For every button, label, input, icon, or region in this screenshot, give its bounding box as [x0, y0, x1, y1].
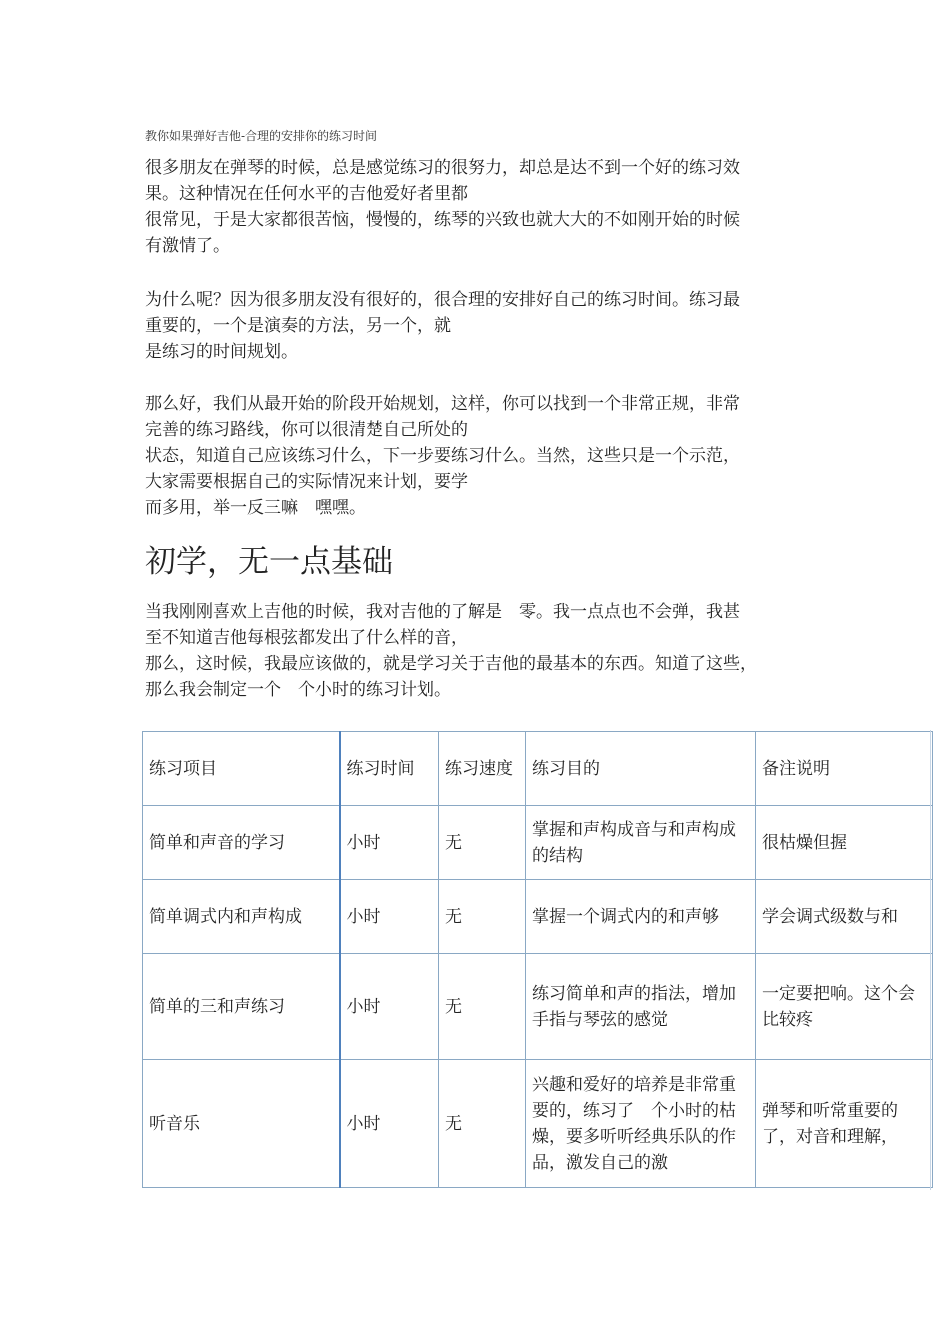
cell-time: 小时: [340, 880, 439, 954]
cell-purpose: 掌握一个调式内的和声够: [526, 880, 756, 954]
text-line: 完善的练习路线，你可以很清楚自己所处的: [145, 420, 468, 440]
text-line: 那么我会制定一个 个小时的练习计划。: [145, 680, 451, 700]
cell-speed: 无: [439, 880, 526, 954]
header-cell: 练习时间: [340, 732, 439, 806]
table-row: [143, 1060, 933, 1188]
text-line: 那么，这时候，我最应该做的，就是学习关于吉他的最基本的东西。知道了这些，: [145, 654, 757, 674]
cell-note: 学会调式级数与和: [756, 880, 933, 954]
table-header-row: [143, 732, 933, 806]
paragraph-why: [145, 287, 825, 365]
header-cell: 练习目的: [526, 732, 756, 806]
text-line: 为什么呢？因为很多朋友没有很好的，很合理的安排好自己的练习时间。练习最: [145, 290, 740, 310]
cell-speed: 无: [439, 806, 526, 880]
document-title: 教你如果弹好吉他-合理的安排你的练习时间: [145, 129, 378, 143]
text-line: 重要的，一个是演奏的方法，另一个，就: [145, 316, 451, 336]
paragraph-plan: [145, 391, 825, 521]
text-line: 状态，知道自己应该练习什么，下一步要练习什么。当然，这些只是一个示范，: [145, 446, 740, 466]
page-edge-rule: [930, 730, 931, 1190]
cell-time: 小时: [340, 954, 439, 1060]
text-line: 果。这种情况在任何水平的吉他爱好者里都: [145, 184, 468, 204]
text-line: 至不知道吉他每根弦都发出了什么样的音，: [145, 628, 468, 648]
text-line: 是练习的时间规划。: [145, 342, 298, 362]
cell-purpose: 掌握和声构成音与和声构成的结构: [526, 806, 756, 880]
paragraph-intro: [145, 155, 825, 259]
practice-table-container: [142, 731, 915, 1189]
header-cell: 练习项目: [143, 732, 340, 806]
text-line: 大家需要根据自己的实际情况来计划，要学: [145, 472, 468, 492]
table-row: [143, 954, 933, 1060]
text-line: 很常见，于是大家都很苦恼，慢慢的，练琴的兴致也就大大的不如刚开始的时候: [145, 210, 740, 230]
cell-item: 简单的三和声练习: [143, 954, 340, 1060]
text-line: 很多朋友在弹琴的时候，总是感觉练习的很努力，却总是达不到一个好的练习效: [145, 158, 740, 178]
cell-speed: 无: [439, 954, 526, 1060]
table-row: [143, 880, 933, 954]
header-cell: 备注说明: [756, 732, 933, 806]
cell-note: 弹琴和听常重要的了，对音和理解，: [756, 1060, 933, 1188]
cell-time: 小时: [340, 1060, 439, 1188]
cell-time: 小时: [340, 806, 439, 880]
cell-item: 听音乐: [143, 1060, 340, 1188]
cell-purpose: 兴趣和爱好的培养是非常重要的，练习了 个小时的枯燥，要多听听经典乐队的作品，激发自己的激: [526, 1060, 756, 1188]
cell-speed: 无: [439, 1060, 526, 1188]
paragraph-beginner: [145, 599, 825, 703]
cell-item: 简单调式内和声构成: [143, 880, 340, 954]
section-heading: 初学，无一点基础: [145, 544, 393, 580]
text-line: 有激情了。: [145, 236, 230, 256]
cell-item: 简单和声音的学习: [143, 806, 340, 880]
practice-table: [142, 731, 933, 1188]
text-line: 那么好，我们从最开始的阶段开始规划，这样，你可以找到一个非常正规，非常: [145, 394, 740, 414]
cell-note: 一定要把响。这个会比较疼: [756, 954, 933, 1060]
text-line: 而多用，举一反三嘛 嘿嘿。: [145, 498, 366, 518]
table-row: [143, 806, 933, 880]
header-cell: 练习速度: [439, 732, 526, 806]
cell-purpose: 练习简单和声的指法，增加手指与琴弦的感觉: [526, 954, 756, 1060]
text-line: 当我刚刚喜欢上吉他的时候，我对吉他的了解是 零。我一点点也不会弹，我甚: [145, 602, 740, 622]
cell-note: 很枯燥但握: [756, 806, 933, 880]
